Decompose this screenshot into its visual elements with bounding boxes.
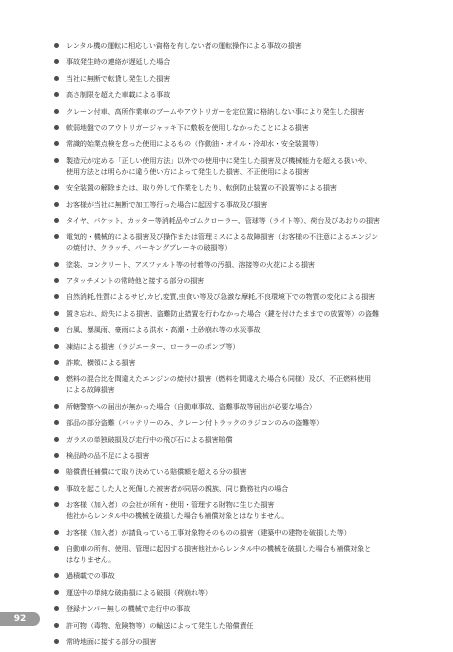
list-item-text: [66, 434, 414, 445]
list-item-line: 過積載での事故: [66, 571, 115, 581]
list-item-text: [66, 373, 414, 395]
bullet-icon: [54, 278, 59, 283]
list-item-text: [66, 40, 414, 51]
bullet-icon: [54, 234, 59, 239]
list-item: [54, 215, 414, 226]
list-item: [54, 341, 414, 352]
list-item-line: による故障損害: [66, 385, 115, 395]
list-item: [54, 106, 414, 117]
bullet-icon: [54, 109, 59, 114]
list-item-line: 常識的始業点検を怠った使用によるもの（作動油・オイル・冷却水・安全装置等）: [66, 139, 323, 149]
list-item-line: 使用方法とは明らかに違う使い方によって発生した損害、不正使用による損害: [66, 166, 310, 176]
list-item-line: 置き忘れ、紛失による損害、盗難防止措置を行わなかった場合（鍵を付けたままでの放置等）の盗難: [66, 308, 379, 318]
bullet-icon: [54, 262, 59, 267]
list-item-line: お客様（加入者）の会社が所有・使用・管理する財物に生じた損害: [66, 500, 275, 510]
list-item: [54, 466, 414, 477]
list-item-line: はなりません。: [66, 554, 116, 564]
list-item-text: [66, 291, 414, 302]
bullet-icon: [54, 453, 59, 458]
list-item: [54, 155, 414, 177]
list-item: [54, 543, 414, 565]
list-item-line: 運送中の単純な破曲損による破損（荷崩れ等）: [66, 587, 212, 597]
bullet-icon: [54, 590, 59, 595]
bullet-icon: [54, 218, 59, 223]
bullet-icon: [54, 530, 59, 535]
list-item-line: 自然消耗,性質によるサビ,カビ,変質,虫食い等及び急激な摩耗,不良環境下での物質の変化による損害: [66, 292, 376, 302]
list-item-line: の焼付け、クラッチ、パーキングブレーキの破損等）: [66, 243, 232, 253]
list-item-line: 当社に無断で転貸し発生した損害: [66, 73, 171, 83]
list-item: [54, 324, 414, 335]
bullet-icon: [54, 59, 59, 64]
list-item: [54, 308, 414, 319]
bullet-icon: [54, 327, 59, 332]
list-item-line: 賠償責任補償にて取り決めている賠償額を超える分の損害: [66, 467, 247, 477]
list-item: [54, 620, 414, 631]
list-item: [54, 56, 414, 67]
list-item-line: 詐欺、横領による損害: [66, 358, 136, 368]
list-item-text: [66, 570, 414, 581]
bullet-icon: [54, 158, 59, 163]
list-item-text: [66, 620, 414, 631]
list-item: [54, 259, 414, 270]
list-item: [54, 603, 414, 614]
list-item-line: クレーン付車、高所作業車のブームやアウトリガーを定位置に格納しない事により発生した損害: [66, 106, 365, 116]
list-item-text: [66, 106, 414, 117]
list-item-line: 所轄警察への届出が無かった場合（自動車事故、盗難事故等届出が必要な場合）: [66, 401, 316, 411]
page-number: 92: [0, 612, 40, 626]
list-item-text: [66, 357, 414, 368]
list-item-line: 製造元が定める「正しい使用方法」以外での使用中に発生した損害及び機械能力を超える扱いや、: [66, 155, 372, 165]
list-item: [54, 401, 414, 412]
list-item-line: 自動車の所有、使用、管理に起因する損害他社からレンタル中の機械を破損した場合も補償対象と: [66, 543, 372, 553]
list-item: [54, 527, 414, 538]
list-item: [54, 182, 414, 193]
list-item-text: [66, 450, 414, 461]
bullet-icon: [54, 344, 59, 349]
bullet-icon: [54, 294, 59, 299]
list-item-line: 事故発生時の連絡が遅延した場合: [66, 57, 171, 67]
list-item-text: [66, 636, 414, 647]
list-item-text: [66, 543, 414, 565]
bullet-icon: [54, 404, 59, 409]
list-item-line: 軟弱地盤でのアウトリガージャッキ下に敷板を使用しなかったことによる損害: [66, 122, 309, 132]
bullet-icon: [54, 125, 59, 130]
list-item-text: [66, 401, 414, 412]
list-item-line: 検品時の品不足による損害: [66, 450, 150, 460]
bullet-icon: [54, 141, 59, 146]
list-item-text: [66, 417, 414, 428]
list-item: [54, 587, 414, 598]
list-item-line: 電気的・機械的による損害及び操作または管理ミスによる故障損害（お客様の不注意によるエンジン: [66, 232, 379, 242]
list-item-text: [66, 138, 414, 149]
bullet-icon: [54, 623, 59, 628]
list-item-line: 燃料の混合比を間違えたエンジンの焼付け損害（燃料を間違えた場合も同様）及び、不正燃料使用: [66, 374, 371, 384]
list-item: [54, 73, 414, 84]
list-item-text: [66, 73, 414, 84]
bullet-icon: [54, 469, 59, 474]
list-item-line: 事故を起こした人と死傷した被害者が同居の親族、同じ勤務社内の場合: [66, 483, 289, 493]
list-item-text: [66, 603, 414, 614]
list-item-text: [66, 275, 414, 286]
list-item-line: 凍結による損害（ラジエーター、ローラーのポンプ等）: [66, 341, 240, 351]
list-item-text: [66, 182, 414, 193]
bullet-icon: [54, 546, 59, 551]
list-item-text: [66, 308, 414, 319]
list-item: [54, 291, 414, 302]
list-item-line: 塗装、コンクリート、アスファルト等の付着等の汚損、溶接等の火花による損害: [66, 259, 315, 269]
list-item-text: [66, 122, 414, 133]
list-item: [54, 357, 414, 368]
list-item: [54, 570, 414, 581]
bullet-icon: [54, 311, 59, 316]
bullet-icon: [54, 76, 59, 81]
exclusion-list: [54, 40, 414, 652]
list-item: [54, 89, 414, 100]
list-item-text: [66, 527, 414, 538]
list-item: [54, 231, 414, 253]
list-item-line: アタッチメントの常時他と接する部分の損害: [66, 276, 205, 286]
bullet-icon: [54, 43, 59, 48]
list-item-line: タイヤ、バケット、カッター等消耗品やゴムクローラー、管球等（ライト等）、荷台及びあおりの損害: [66, 215, 380, 225]
list-item-line: 部品の部分盗難（バッテリーのみ、クレーン付トラックのラジコンのみの盗難等）: [66, 418, 324, 428]
list-item-line: 安全装置の解除または、取り外して作業をしたり、転倒防止装置の不設置等による損害: [66, 183, 337, 193]
list-item-text: [66, 231, 414, 253]
list-item: [54, 636, 414, 647]
list-item-line: 他社からレンタル中の機械を破損した場合も補償対象とはなりません。: [66, 511, 289, 521]
list-item: [54, 417, 414, 428]
list-item: [54, 483, 414, 494]
bullet-icon: [54, 486, 59, 491]
list-item-line: 許可物（毒物、危険物等）の輸送によって発生した賠償責任: [66, 620, 254, 630]
list-item-text: [66, 155, 414, 177]
list-item-text: [66, 499, 414, 521]
bullet-icon: [54, 92, 59, 97]
list-item-text: [66, 199, 414, 210]
list-item-line: 高さ制限を超えた車載による事故: [66, 90, 171, 100]
list-item-text: [66, 215, 414, 226]
list-item: [54, 199, 414, 210]
list-item-line: 登録ナンバー無しの機械で走行中の事故: [66, 604, 191, 614]
list-item-text: [66, 466, 414, 477]
bullet-icon: [54, 606, 59, 611]
list-item: [54, 373, 414, 395]
list-item-text: [66, 587, 414, 598]
bullet-icon: [54, 573, 59, 578]
list-item: [54, 499, 414, 521]
list-item-text: [66, 89, 414, 100]
bullet-icon: [54, 437, 59, 442]
list-item-line: ガラスの単独破損及び走行中の飛び石による損害賠償: [66, 434, 233, 444]
list-item: [54, 450, 414, 461]
list-item: [54, 138, 414, 149]
bullet-icon: [54, 202, 59, 207]
list-item-text: [66, 259, 414, 270]
list-item-text: [66, 341, 414, 352]
bullet-icon: [54, 376, 59, 381]
list-item-line: 常時地面に接する部分の損害: [66, 636, 157, 646]
list-item-line: レンタル機の運転に相応しい資格を有しない者の運転操作による事故の損害: [66, 41, 302, 50]
list-item-line: 台風、暴風雨、豪雨による洪水・高潮・土砂崩れ等の水災事故: [66, 325, 261, 335]
list-item: [54, 122, 414, 133]
bullet-icon: [54, 502, 59, 507]
list-item-text: [66, 483, 414, 494]
list-item: [54, 275, 414, 286]
list-item-text: [66, 56, 414, 67]
bullet-icon: [54, 185, 59, 190]
bullet-icon: [54, 420, 59, 425]
bullet-icon: [54, 360, 59, 365]
list-item-line: お客様が当社に無断で加工等行った場合に起因する事故及び損害: [66, 199, 268, 209]
list-item-line: お客様（加入者）が請負っている工事対象物そのものの損害（建築中の建物を破損した等）: [66, 527, 351, 537]
list-item-text: [66, 324, 414, 335]
list-item: [54, 40, 414, 51]
list-item: [54, 434, 414, 445]
